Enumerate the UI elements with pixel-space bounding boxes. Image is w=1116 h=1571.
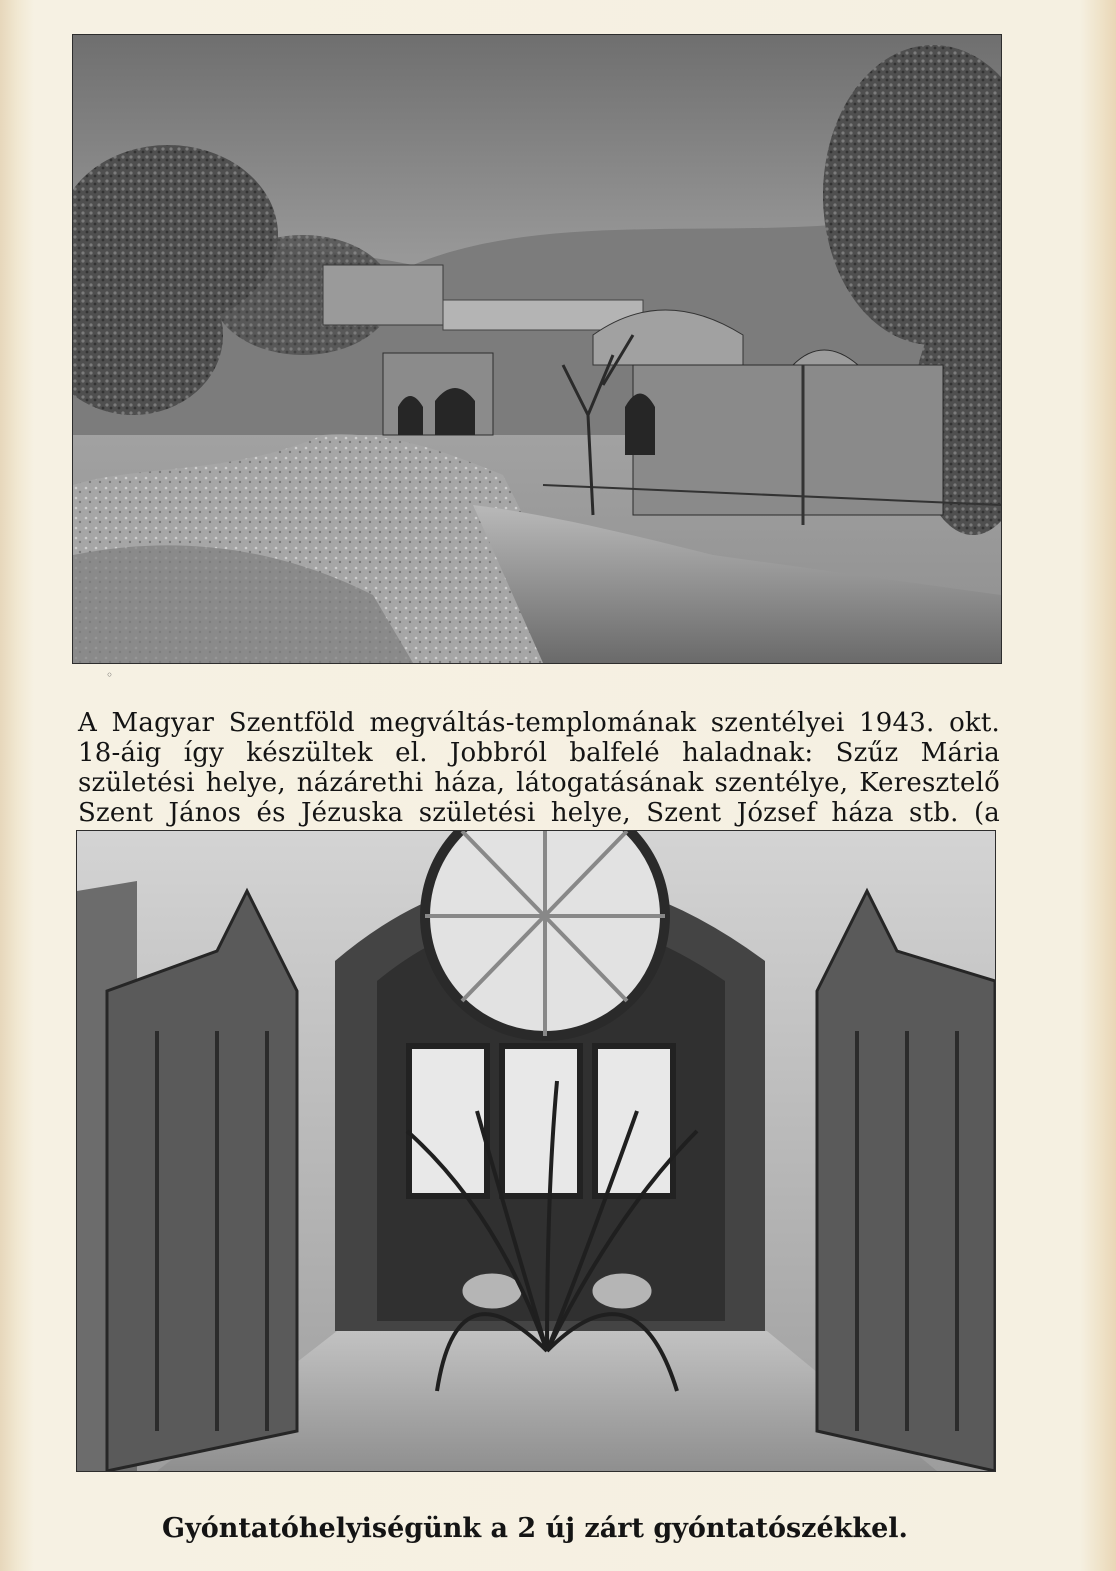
interior-photo-icon <box>77 831 995 1471</box>
bottom-photo-caption: Gyóntatóhelyiségünk a 2 új zárt gyóntatószékkel. <box>162 1513 908 1544</box>
top-photo <box>72 34 1002 664</box>
top-photo-caption: A Magyar Szentföld megváltás-templomának szentélyei 1943. okt. 18-áig így készültek el. Jobbról balfelé haladnak: Szűz Mária születési helye, názárethi háza, látogatásának szentélye, Keresztelő Szent János és Jézuska születési helye, Szent József háza stb. (a <box>78 708 1000 828</box>
bottom-photo <box>76 830 996 1472</box>
scan-speck: ◦ <box>106 668 114 682</box>
landscape-photo-icon <box>73 35 1001 663</box>
